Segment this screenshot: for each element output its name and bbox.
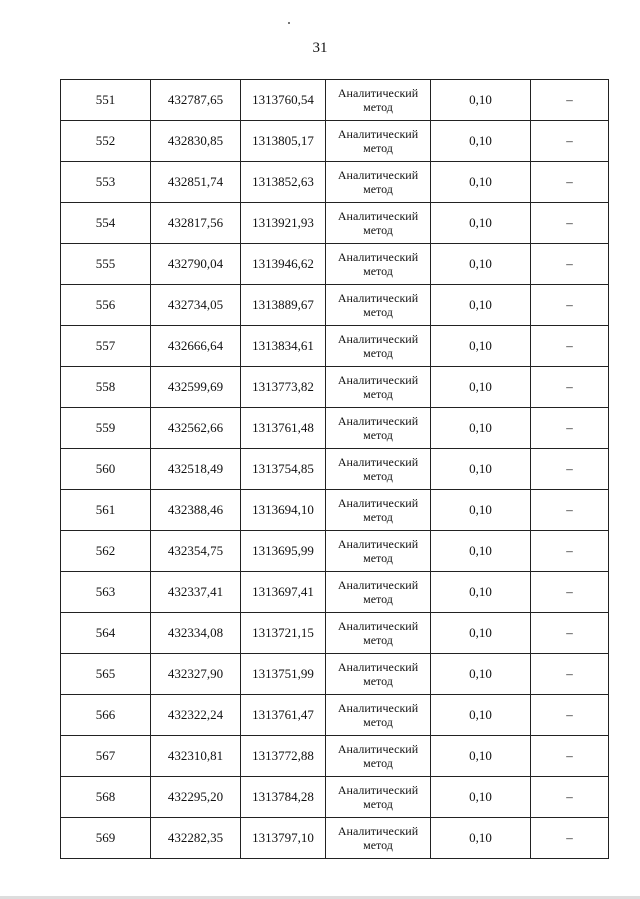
note-cell: – bbox=[531, 490, 609, 531]
note-cell: – bbox=[531, 572, 609, 613]
y-coordinate-cell: 1313697,41 bbox=[241, 572, 326, 613]
table-row bbox=[61, 244, 609, 285]
table-row bbox=[61, 408, 609, 449]
method-cell bbox=[326, 736, 431, 777]
y-coordinate-cell: 1313694,10 bbox=[241, 490, 326, 531]
table-row bbox=[61, 490, 609, 531]
point-number-cell: 559 bbox=[61, 408, 151, 449]
page-number: 31 bbox=[312, 40, 328, 56]
method-line-1: Аналитический bbox=[337, 701, 419, 715]
point-number-cell: 567 bbox=[61, 736, 151, 777]
note-cell: – bbox=[531, 777, 609, 818]
point-number-cell: 552 bbox=[61, 121, 151, 162]
x-coordinate-cell: 432282,35 bbox=[151, 818, 241, 859]
method-line-1: Аналитический bbox=[337, 332, 419, 346]
accuracy-cell: 0,10 bbox=[431, 531, 531, 572]
method-line-2: метод bbox=[363, 182, 393, 196]
point-number-cell: 558 bbox=[61, 367, 151, 408]
accuracy-cell: 0,10 bbox=[431, 613, 531, 654]
x-coordinate-cell: 432830,85 bbox=[151, 121, 241, 162]
x-coordinate-cell: 432562,66 bbox=[151, 408, 241, 449]
method-line-2: метод bbox=[363, 469, 393, 483]
table-row bbox=[61, 203, 609, 244]
y-coordinate-cell: 1313921,93 bbox=[241, 203, 326, 244]
point-number-cell: 554 bbox=[61, 203, 151, 244]
x-coordinate-cell: 432734,05 bbox=[151, 285, 241, 326]
table-row bbox=[61, 326, 609, 367]
method-cell bbox=[326, 818, 431, 859]
method-line-2: метод bbox=[363, 756, 393, 770]
note-cell: – bbox=[531, 285, 609, 326]
method-cell bbox=[326, 326, 431, 367]
method-line-2: метод bbox=[363, 264, 393, 278]
note-cell: – bbox=[531, 818, 609, 859]
note-cell: – bbox=[531, 121, 609, 162]
x-coordinate-cell: 432295,20 bbox=[151, 777, 241, 818]
method-line-1: Аналитический bbox=[337, 578, 419, 592]
method-line-1: Аналитический bbox=[337, 414, 419, 428]
table-row bbox=[61, 531, 609, 572]
note-cell: – bbox=[531, 449, 609, 490]
y-coordinate-cell: 1313852,63 bbox=[241, 162, 326, 203]
method-cell bbox=[326, 613, 431, 654]
method-cell bbox=[326, 449, 431, 490]
table-row bbox=[61, 449, 609, 490]
accuracy-cell: 0,10 bbox=[431, 818, 531, 859]
method-line-1: Аналитический bbox=[337, 783, 419, 797]
note-cell: – bbox=[531, 244, 609, 285]
method-line-1: Аналитический bbox=[337, 619, 419, 633]
table-body bbox=[61, 80, 609, 859]
accuracy-cell: 0,10 bbox=[431, 490, 531, 531]
accuracy-cell: 0,10 bbox=[431, 121, 531, 162]
x-coordinate-cell: 432310,81 bbox=[151, 736, 241, 777]
note-cell: – bbox=[531, 531, 609, 572]
method-cell bbox=[326, 80, 431, 121]
note-cell: – bbox=[531, 203, 609, 244]
method-line-2: метод bbox=[363, 141, 393, 155]
accuracy-cell: 0,10 bbox=[431, 777, 531, 818]
method-cell bbox=[326, 162, 431, 203]
accuracy-cell: 0,10 bbox=[431, 654, 531, 695]
y-coordinate-cell: 1313695,99 bbox=[241, 531, 326, 572]
point-number-cell: 551 bbox=[61, 80, 151, 121]
method-line-2: метод bbox=[363, 715, 393, 729]
method-line-1: Аналитический bbox=[337, 537, 419, 551]
y-coordinate-cell: 1313751,99 bbox=[241, 654, 326, 695]
y-coordinate-cell: 1313784,28 bbox=[241, 777, 326, 818]
method-cell bbox=[326, 531, 431, 572]
point-number-cell: 556 bbox=[61, 285, 151, 326]
point-number-cell: 555 bbox=[61, 244, 151, 285]
method-line-2: метод bbox=[363, 592, 393, 606]
point-number-cell: 560 bbox=[61, 449, 151, 490]
method-cell bbox=[326, 490, 431, 531]
accuracy-cell: 0,10 bbox=[431, 326, 531, 367]
y-coordinate-cell: 1313889,67 bbox=[241, 285, 326, 326]
table-row bbox=[61, 80, 609, 121]
method-line-1: Аналитический bbox=[337, 660, 419, 674]
point-number-cell: 562 bbox=[61, 531, 151, 572]
y-coordinate-cell: 1313721,15 bbox=[241, 613, 326, 654]
method-line-2: метод bbox=[363, 797, 393, 811]
table-row bbox=[61, 736, 609, 777]
method-cell bbox=[326, 572, 431, 613]
method-line-2: метод bbox=[363, 387, 393, 401]
table-row bbox=[61, 818, 609, 859]
table-row bbox=[61, 777, 609, 818]
method-line-1: Аналитический bbox=[337, 250, 419, 264]
y-coordinate-cell: 1313761,48 bbox=[241, 408, 326, 449]
method-line-1: Аналитический bbox=[337, 127, 419, 141]
x-coordinate-cell: 432354,75 bbox=[151, 531, 241, 572]
table-row bbox=[61, 572, 609, 613]
method-line-1: Аналитический bbox=[337, 824, 419, 838]
x-coordinate-cell: 432851,74 bbox=[151, 162, 241, 203]
method-line-2: метод bbox=[363, 510, 393, 524]
method-cell bbox=[326, 408, 431, 449]
method-line-2: метод bbox=[363, 674, 393, 688]
method-line-1: Аналитический bbox=[337, 291, 419, 305]
point-number-cell: 553 bbox=[61, 162, 151, 203]
method-line-2: метод bbox=[363, 838, 393, 852]
method-cell bbox=[326, 654, 431, 695]
method-cell bbox=[326, 367, 431, 408]
point-number-cell: 568 bbox=[61, 777, 151, 818]
point-number-cell: 563 bbox=[61, 572, 151, 613]
method-line-2: метод bbox=[363, 100, 393, 114]
table-row bbox=[61, 367, 609, 408]
method-line-1: Аналитический bbox=[337, 455, 419, 469]
x-coordinate-cell: 432322,24 bbox=[151, 695, 241, 736]
x-coordinate-cell: 432337,41 bbox=[151, 572, 241, 613]
y-coordinate-cell: 1313834,61 bbox=[241, 326, 326, 367]
method-line-1: Аналитический bbox=[337, 742, 419, 756]
accuracy-cell: 0,10 bbox=[431, 203, 531, 244]
point-number-cell: 569 bbox=[61, 818, 151, 859]
method-cell bbox=[326, 777, 431, 818]
method-line-2: метод bbox=[363, 551, 393, 565]
x-coordinate-cell: 432790,04 bbox=[151, 244, 241, 285]
accuracy-cell: 0,10 bbox=[431, 695, 531, 736]
point-number-cell: 561 bbox=[61, 490, 151, 531]
y-coordinate-cell: 1313760,54 bbox=[241, 80, 326, 121]
coordinates-table bbox=[60, 79, 609, 859]
accuracy-cell: 0,10 bbox=[431, 572, 531, 613]
x-coordinate-cell: 432388,46 bbox=[151, 490, 241, 531]
point-number-cell: 564 bbox=[61, 613, 151, 654]
method-cell bbox=[326, 121, 431, 162]
y-coordinate-cell: 1313946,62 bbox=[241, 244, 326, 285]
accuracy-cell: 0,10 bbox=[431, 408, 531, 449]
accuracy-cell: 0,10 bbox=[431, 285, 531, 326]
x-coordinate-cell: 432327,90 bbox=[151, 654, 241, 695]
table-row bbox=[61, 613, 609, 654]
note-cell: – bbox=[531, 654, 609, 695]
accuracy-cell: 0,10 bbox=[431, 244, 531, 285]
point-number-cell: 566 bbox=[61, 695, 151, 736]
note-cell: – bbox=[531, 367, 609, 408]
accuracy-cell: 0,10 bbox=[431, 449, 531, 490]
x-coordinate-cell: 432787,65 bbox=[151, 80, 241, 121]
y-coordinate-cell: 1313773,82 bbox=[241, 367, 326, 408]
note-cell: – bbox=[531, 408, 609, 449]
point-number-cell: 565 bbox=[61, 654, 151, 695]
method-line-1: Аналитический bbox=[337, 168, 419, 182]
method-line-2: метод bbox=[363, 428, 393, 442]
y-coordinate-cell: 1313805,17 bbox=[241, 121, 326, 162]
accuracy-cell: 0,10 bbox=[431, 162, 531, 203]
table-row bbox=[61, 654, 609, 695]
method-line-2: метод bbox=[363, 346, 393, 360]
x-coordinate-cell: 432518,49 bbox=[151, 449, 241, 490]
method-line-1: Аналитический bbox=[337, 209, 419, 223]
y-coordinate-cell: 1313754,85 bbox=[241, 449, 326, 490]
x-coordinate-cell: 432599,69 bbox=[151, 367, 241, 408]
method-cell bbox=[326, 244, 431, 285]
method-line-2: метод bbox=[363, 633, 393, 647]
method-cell bbox=[326, 285, 431, 326]
x-coordinate-cell: 432817,56 bbox=[151, 203, 241, 244]
accuracy-cell: 0,10 bbox=[431, 80, 531, 121]
point-number-cell: 557 bbox=[61, 326, 151, 367]
method-line-1: Аналитический bbox=[337, 86, 419, 100]
x-coordinate-cell: 432666,64 bbox=[151, 326, 241, 367]
y-coordinate-cell: 1313772,88 bbox=[241, 736, 326, 777]
method-line-1: Аналитический bbox=[337, 496, 419, 510]
table-row bbox=[61, 285, 609, 326]
method-cell bbox=[326, 203, 431, 244]
x-coordinate-cell: 432334,08 bbox=[151, 613, 241, 654]
note-cell: – bbox=[531, 736, 609, 777]
method-line-2: метод bbox=[363, 305, 393, 319]
note-cell: – bbox=[531, 162, 609, 203]
note-cell: – bbox=[531, 80, 609, 121]
table-row bbox=[61, 695, 609, 736]
y-coordinate-cell: 1313761,47 bbox=[241, 695, 326, 736]
note-cell: – bbox=[531, 326, 609, 367]
accuracy-cell: 0,10 bbox=[431, 367, 531, 408]
table-row bbox=[61, 121, 609, 162]
scan-speck bbox=[288, 22, 290, 24]
accuracy-cell: 0,10 bbox=[431, 736, 531, 777]
y-coordinate-cell: 1313797,10 bbox=[241, 818, 326, 859]
table-row bbox=[61, 162, 609, 203]
note-cell: – bbox=[531, 613, 609, 654]
note-cell: – bbox=[531, 695, 609, 736]
method-cell bbox=[326, 695, 431, 736]
method-line-2: метод bbox=[363, 223, 393, 237]
method-line-1: Аналитический bbox=[337, 373, 419, 387]
